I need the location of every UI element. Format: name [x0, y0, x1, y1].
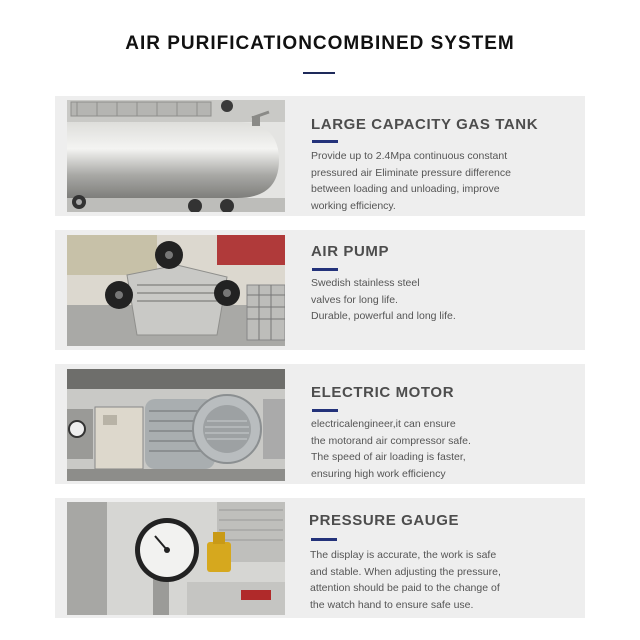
accent-bar-electric-motor [312, 409, 338, 412]
pressure-gauge-photo [67, 502, 285, 615]
desc-line: the watch hand to ensure safe use. [310, 598, 474, 611]
desc-line: working efficiency. [311, 199, 396, 212]
feature-title-air-pump: AIR PUMP [311, 243, 390, 260]
desc-line: ensuring high work efficiency [311, 467, 446, 480]
feature-desc-pressure-gauge [310, 547, 501, 613]
page-title: AIR PURIFICATIONCOMBINED SYSTEM [125, 33, 515, 54]
desc-line: The display is accurate, the work is safe [310, 549, 497, 561]
feature-desc-air-pump [311, 275, 456, 325]
accent-bar-air-pump [312, 268, 338, 271]
desc-line: the motorand air compressor safe. [311, 434, 471, 447]
feature-title-electric-motor: ELECTRIC MOTOR [311, 384, 455, 401]
gas-tank-photo [67, 100, 285, 212]
desc-line: between loading and unloading, improve [311, 183, 500, 195]
accent-bar-gas-tank [312, 140, 338, 143]
feature-desc-electric-motor [311, 416, 471, 482]
desc-line: pressured air Eliminate pressure difference [311, 166, 511, 179]
feature-title-gas-tank: LARGE CAPACITY GAS TANK [311, 116, 539, 133]
accent-bar-pressure-gauge [311, 538, 337, 541]
feature-title-pressure-gauge: PRESSURE GAUGE [309, 512, 460, 529]
desc-line: electricalengineer,it can ensure [311, 418, 456, 430]
feature-card-electric-motor [55, 364, 585, 484]
feature-card-gas-tank [55, 96, 585, 216]
electric-motor-photo [67, 369, 285, 481]
feature-card-pressure-gauge [55, 498, 585, 618]
desc-line: and stable. When adjusting the pressure, [310, 565, 501, 578]
feature-desc-gas-tank [311, 148, 511, 214]
desc-line: attention should be paid to the change of [310, 582, 500, 594]
desc-line: Provide up to 2.4Mpa continuous constant [311, 150, 508, 162]
desc-line: Durable, powerful and long life. [311, 310, 456, 322]
feature-card-air-pump [55, 230, 585, 350]
air-pump-photo [67, 235, 285, 346]
desc-line: Swedish stainless steel [311, 277, 420, 289]
desc-line: The speed of air loading is faster, [311, 451, 466, 463]
title-underline [303, 72, 335, 74]
desc-line: valves for long life. [311, 293, 398, 306]
